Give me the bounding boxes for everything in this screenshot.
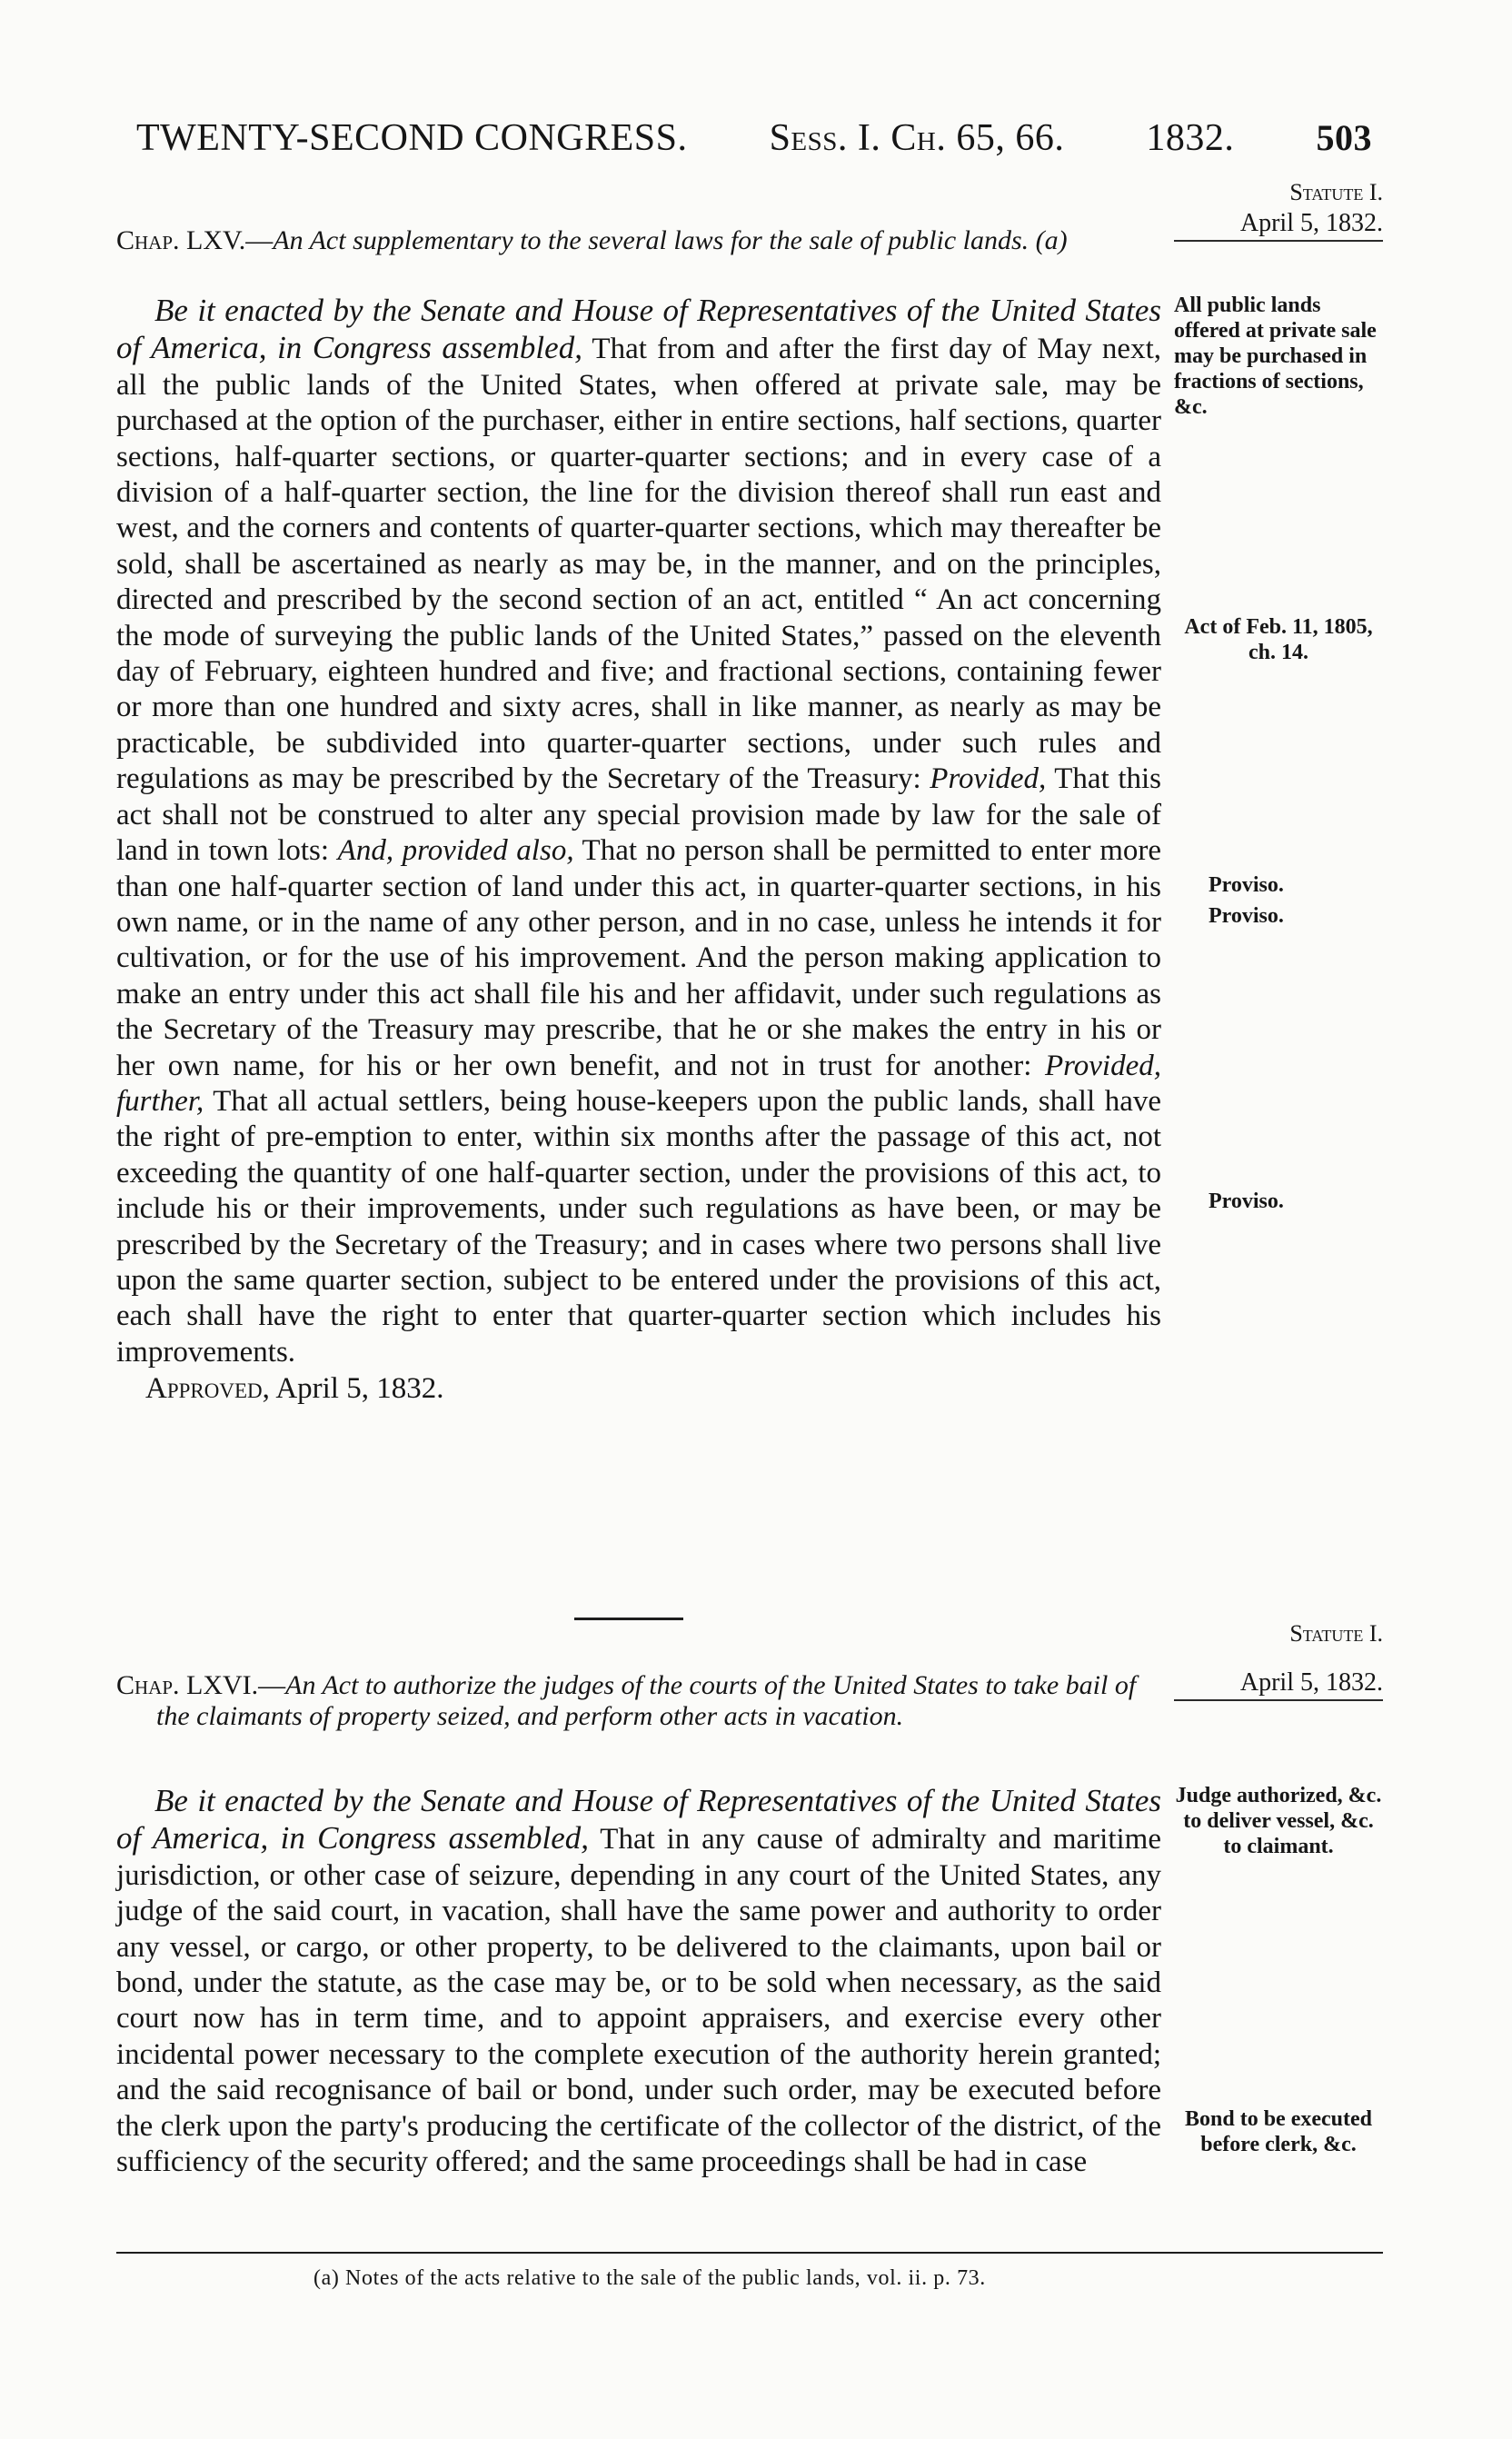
ch65-enacting-clause: Be it enacted by the Senate and House of Representatives of the United States of America, in Congress assembled, — [116, 293, 1161, 366]
ch65-text-3: That no person shall be permitted to enter more than one half-quarter section of land under this act, in quarter-quarter sections, in his own name, or in the name of any other person, and in no case, unless he intends it for cultivation, or for the use of his improvement. And the person making application to make an entry under this act shall file his and her affidavit, under such regulations as the Secretary of the Treasury may prescribe, that he or she makes the entry in his or her own name, for his or her own benefit, and not in trust for another: — [116, 834, 1162, 1082]
ch65-proviso-3: Provided, further, — [116, 1049, 1161, 1118]
ch65-proviso-note-c: Proviso. — [1209, 1190, 1284, 1213]
ch65-proviso-1: Provided, — [930, 762, 1047, 796]
session-info: Sess. I. Ch. 65, 66. — [769, 117, 1065, 159]
ch66-margin-note-1: Judge authorized, &c. to deliver vessel, &c. to claimant. — [1175, 1784, 1382, 1858]
ch66-title-block — [116, 1670, 1161, 1732]
ch65-title — [116, 225, 1161, 256]
ch65-title-block — [116, 225, 1161, 256]
ch66-margin-note-2: Bond to be executed before clerk, &c. — [1185, 2107, 1372, 2156]
running-title: TWENTY-SECOND CONGRESS. — [136, 117, 688, 159]
ch65-chap-desc: An Act supplementary to the several laws for the sale of public lands. (a) — [273, 225, 1068, 255]
ch65-margin-note-1: All public lands offered at private sale may be purchased in fractions of sections, &c. — [1174, 294, 1377, 419]
ch65-margin-note-2-box — [1174, 614, 1383, 665]
ch66-paragraph — [116, 1783, 1161, 2180]
ch65-proviso-note-a: Proviso. — [1209, 873, 1284, 897]
chapter-divider — [574, 1618, 683, 1620]
ch65-margin-note-1-box — [1174, 293, 1383, 420]
header-year: 1832. — [1146, 117, 1235, 159]
footnote-rule — [116, 2252, 1383, 2254]
ch65-statute-block — [1174, 180, 1383, 242]
ch65-chap-label: Chap. LXV.— — [116, 225, 274, 255]
ch65-paragraph — [116, 293, 1161, 1370]
ch65-approved-label: Approved, — [145, 1372, 270, 1406]
ch65-body — [116, 293, 1161, 1407]
ch65-text-2: That this act shall not be construed to alter any special provision made by law for the sale of land in town lots: — [116, 762, 1161, 868]
ch65-text-4: That all actual settlers, being house-keepers upon the public lands, shall have the right of pre-emption to enter, within six months after the passage of this act, not exceeding the quantity of one half-quarter section, under the provisions of this act, to include his or their improvements, under such regulations as have been, or may be prescribed by the Secretary of the Treasury; and in cases where two persons shall live upon the same quarter section, subject to be entered under the provisions of this act, each shall have the right to enter that quarter-quarter section which includes his improvements. — [116, 1084, 1161, 1369]
ch65-approved-date: April 5, 1832. — [269, 1372, 444, 1406]
ch66-chap-label: Chap. LXVI.— — [116, 1670, 286, 1700]
ch66-date: April 5, 1832. — [1174, 1670, 1383, 1701]
ch65-approved — [116, 1370, 1161, 1407]
ch66-margin-note-2-box — [1174, 2106, 1383, 2157]
ch66-text-1: That in any cause of admiralty and maritime jurisdiction, or other case of seizure, depending in any court of the United States, any judge of the said court, in vacation, shall have the same power and authority to order any vessel, or cargo, or other property, to be delivered to the claimants, upon bail or bond, under the statute, as the case may be, or to be sold when necessary, as the said court now has in term time, and to appoint appraisers, and exercise every other incidental power necessary to the complete execution of the authority herein granted; and the said recognisance of bail or bond, under such order, may be executed before the clerk upon the party's producing the certificate of the collector of the district, of the sufficiency of the security offered; and the same proceedings shall be had in case — [116, 1823, 1161, 2179]
running-header — [136, 116, 1372, 160]
ch66-chap-desc: An Act to authorize the judges of the courts of the United States to take bail of the claimants of property seized, and perform other acts in vacation. — [156, 1670, 1137, 1731]
ch65-proviso-note-b: Proviso. — [1209, 904, 1284, 928]
ch65-statute-label: Statute I. — [1289, 179, 1383, 205]
ch65-date: April 5, 1832. — [1174, 211, 1383, 242]
ch66-statute-label: Statute I. — [1289, 1620, 1383, 1647]
ch66-enacting-clause: Be it enacted by the Senate and House of Representatives of the United States of America, in Congress assembled, — [116, 1783, 1161, 1857]
ch66-title — [116, 1670, 1161, 1732]
ch66-margin-note-1-box — [1174, 1783, 1383, 1859]
ch66-body — [116, 1783, 1161, 2180]
ch65-margin-note-2: Act of Feb. 11, 1805, ch. 14. — [1184, 615, 1373, 664]
ch65-text-1: That from and after the first day of May next, all the public lands of the United States, when offered at private sale, may be purchased at the option of the purchaser, either in entire sections, half sections, quarter sections, half-quarter sections, or quarter-quarter sections; and in every case of a division of a half-quarter section, the line for the division thereof shall run east and west, and the corners and contents of quarter-quarter sections, which may thereafter be sold, shall be ascertained as nearly as may be, in the manner, and on the principles, directed and prescribed by the second section of an act, entitled “ An act concerning the mode of surveying the public lands of the United States,” passed on the eleventh day of February, eighteen hundred and five; and fractional sections, containing fewer or more than one hundred and sixty acres, shall in like manner, as nearly as may be practicable, be subdivided into quarter-quarter sections, under such rules and regulations as may be prescribed by the Secretary of the Treasury: — [116, 333, 1161, 796]
ch66-statute-block — [1174, 1621, 1383, 1701]
footnote: (a) Notes of the acts relative to the sale of the public lands, vol. ii. p. 73. — [313, 2266, 986, 2290]
ch65-proviso-2: And, provided also, — [337, 834, 574, 868]
page-number: 503 — [1316, 117, 1372, 158]
